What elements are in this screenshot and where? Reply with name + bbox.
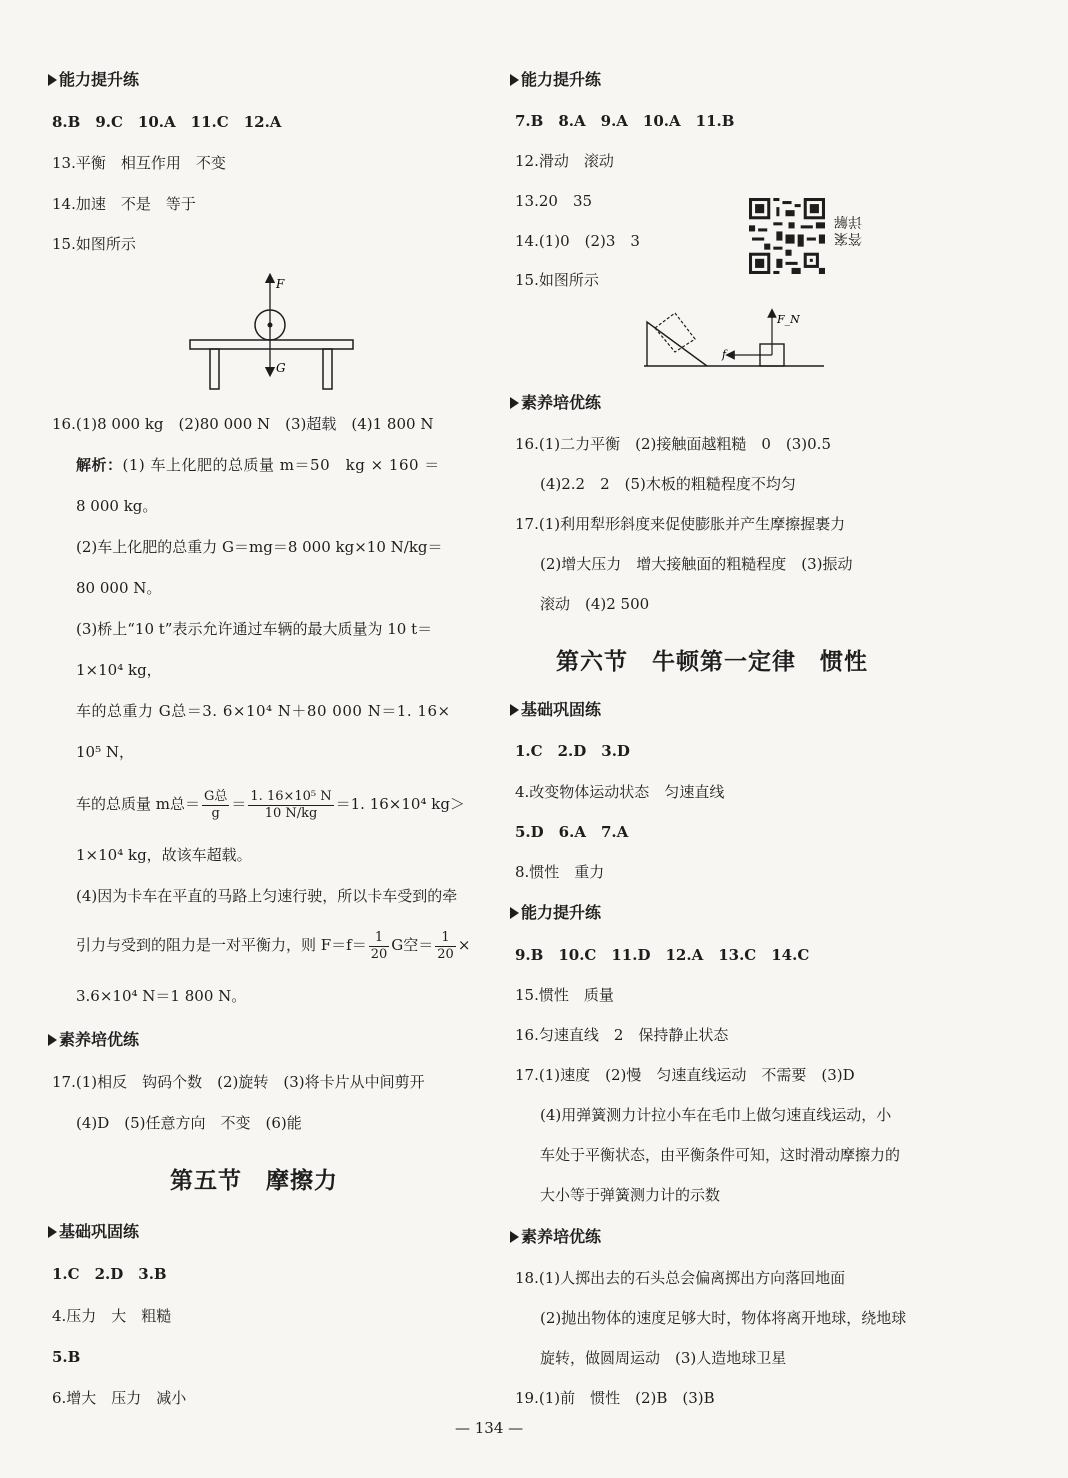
- page-number: — 134 —: [455, 1419, 524, 1437]
- answer-line: (2)增大压力 增大接触面的粗糙程度 (3)振动: [540, 555, 853, 573]
- triangle-bullet-icon: [48, 1034, 57, 1046]
- answer-line: 17.(1)利用犁形斜度来促使膨胀并产生摩擦握裹力: [515, 515, 846, 533]
- explanation-line: 1×10⁴ kg，故该车超载。: [76, 846, 252, 864]
- explanation-line: 10⁵ N，: [76, 743, 134, 761]
- triangle-bullet-icon: [48, 1226, 57, 1238]
- answer-line: 13.平衡 相互作用 不变: [52, 154, 226, 172]
- fraction: $\frac{1}{20}$: [370, 929, 388, 962]
- answer-line: (2)抛出物体的速度足够大时，物体将离开地球，绕地球: [540, 1309, 907, 1327]
- answer-line: 8.B 9.C 10.A 11.C 12.A: [52, 113, 282, 131]
- mass-fraction-line: 车的总质量 m总＝ $\frac{\text{G总}}{g}$ ＝ $\frac{\text{1. 16×10⁵ N}}{10 N/kg}$ ＝1. 16×10⁴ kg＞: [76, 788, 465, 821]
- answer-line: 5.D 6.A 7.A: [515, 823, 629, 841]
- qr-caption: 答案详解: [834, 213, 862, 246]
- answer-line: 8.惯性 重力: [515, 863, 605, 881]
- section-header-nengli: 能力提升练: [510, 70, 601, 90]
- explanation-line: 解析：(1) 车上化肥的总质量 m＝50 kg × 160 ＝: [76, 456, 440, 474]
- answer-line: (4)D (5)任意方向 不变 (6)能: [76, 1114, 302, 1132]
- force-label-F: F: [276, 277, 285, 291]
- explanation-line: 车的总重力 G总＝3. 6×10⁴ N＋80 000 N＝1. 16×: [76, 702, 451, 720]
- answer-line: 19.(1)前 惯性 (2)B (3)B: [515, 1389, 715, 1407]
- force-label-G: G: [276, 361, 286, 375]
- answer-line: 17.(1)相反 钩码个数 (2)旋转 (3)将卡片从中间剪开: [52, 1073, 425, 1091]
- answer-line: 14.(1)0 (2)3 3: [515, 232, 640, 250]
- section-header-suyang: 素养培优练: [510, 393, 601, 413]
- triangle-bullet-icon: [510, 907, 519, 919]
- section-header-suyang: 素养培优练: [510, 1227, 601, 1247]
- explanation-line: 1×10⁴ kg，: [76, 661, 162, 679]
- explanation-line: (4)因为卡车在平直的马路上匀速行驶，所以卡车受到的牵: [76, 887, 458, 905]
- answer-line: 12.滑动 滚动: [515, 152, 614, 170]
- answer-line: 4.压力 大 粗糙: [52, 1307, 172, 1325]
- force-fraction-line: 引力与受到的阻力是一对平衡力，则 F＝f＝ $\frac{1}{20}$ G空＝ $\frac{1}{20}$ ×: [76, 929, 471, 962]
- triangle-bullet-icon: [510, 74, 519, 86]
- answer-line: 车处于平衡状态，由平衡条件可知，这时滑动摩擦力的: [540, 1146, 901, 1164]
- slope-block-diagram: [642, 307, 827, 372]
- section-header-jichu: 基础巩固练: [510, 700, 601, 720]
- explanation-line: 8 000 kg。: [76, 497, 158, 515]
- answer-line: 1.C 2.D 3.B: [52, 1265, 167, 1283]
- answer-line: 旋转，做圆周运动 (3)人造地球卫星: [540, 1349, 787, 1367]
- answer-line: 7.B 8.A 9.A 10.A 11.B: [515, 112, 735, 130]
- answer-line: 16.(1)二力平衡 (2)接触面越粗糙 0 (3)0.5: [515, 435, 831, 453]
- section-header-jichu: 基础巩固练: [48, 1222, 139, 1242]
- answer-line: 1.C 2.D 3.D: [515, 742, 630, 760]
- answer-line: 14.加速 不是 等于: [52, 195, 196, 213]
- force-label-FN: F_N: [777, 313, 800, 326]
- triangle-bullet-icon: [510, 704, 519, 716]
- answer-line: 15.如图所示: [515, 271, 599, 289]
- answer-line: 4.改变物体运动状态 匀速直线: [515, 783, 725, 801]
- answer-line: 18.(1)人掷出去的石头总会偏离掷出方向落回地面: [515, 1269, 846, 1287]
- answer-line: (4)2.2 2 (5)木板的粗糙程度不均匀: [540, 475, 796, 493]
- qr-code[interactable]: [749, 198, 825, 274]
- answer-line: 大小等于弹簧测力计的示数: [540, 1186, 721, 1204]
- answer-line: 15.惯性 质量: [515, 986, 614, 1004]
- section-header-nengli: 能力提升练: [48, 70, 139, 90]
- section-header-nengli: 能力提升练: [510, 903, 601, 923]
- section-title-5: 第五节 摩擦力: [170, 1167, 338, 1194]
- fraction: $\frac{\text{G总}}{g}$: [204, 788, 228, 821]
- answer-line: (4)用弹簧测力计拉小车在毛巾上做匀速直线运动，小: [540, 1106, 892, 1124]
- answer-line: 9.B 10.C 11.D 12.A 13.C 14.C: [515, 946, 810, 964]
- force-label-f: f: [722, 348, 727, 361]
- answer-line: 15.如图所示: [52, 235, 136, 253]
- fraction: $\frac{1}{20}$: [437, 929, 454, 962]
- answer-line: 6.增大 压力 减小: [52, 1389, 187, 1407]
- section-title-6: 第六节 牛顿第一定律 惯性: [556, 648, 868, 675]
- triangle-bullet-icon: [48, 74, 57, 86]
- explanation-line: 3.6×10⁴ N＝1 800 N。: [76, 987, 247, 1005]
- ball-on-table-diagram: [185, 270, 365, 395]
- answer-line: 滚动 (4)2 500: [540, 595, 650, 613]
- fraction: $\frac{\text{1. 16×10⁵ N}}{10 N/kg}$: [250, 788, 332, 821]
- answer-line: 5.B: [52, 1348, 81, 1366]
- answer-line: 16.匀速直线 2 保持静止状态: [515, 1026, 729, 1044]
- explanation-line: (3)桥上“10 t”表示允许通过车辆的最大质量为 10 t＝: [76, 620, 433, 638]
- answer-line: 13.20 35: [515, 192, 593, 210]
- triangle-bullet-icon: [510, 1231, 519, 1243]
- triangle-bullet-icon: [510, 397, 519, 409]
- explanation-line: 80 000 N。: [76, 579, 162, 597]
- answer-line: 16.(1)8 000 kg (2)80 000 N (3)超载 (4)1 800 N: [52, 415, 434, 433]
- answer-line: 17.(1)速度 (2)慢 匀速直线运动 不需要 (3)D: [515, 1066, 855, 1084]
- section-header-suyang: 素养培优练: [48, 1030, 139, 1050]
- explanation-line: (2)车上化肥的总重力 G＝mg＝8 000 kg×10 N/kg＝: [76, 538, 443, 556]
